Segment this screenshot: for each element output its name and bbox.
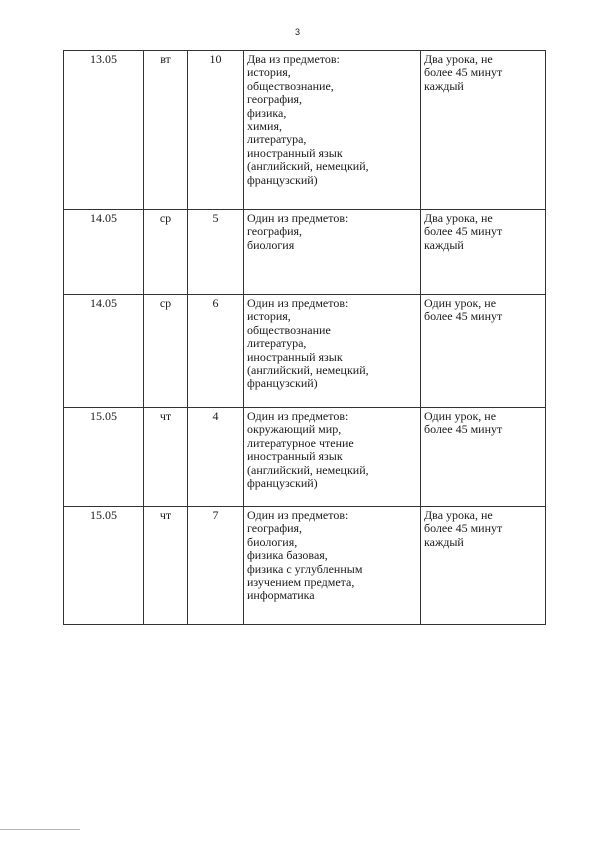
duration-line: Один урок, не bbox=[424, 296, 497, 310]
subjects-cell bbox=[244, 210, 421, 295]
subject-line: география, bbox=[247, 92, 303, 107]
scan-edge-line bbox=[0, 829, 80, 830]
date-cell: 13.05 bbox=[64, 51, 144, 210]
date-cell: 14.05 bbox=[64, 210, 144, 295]
subjects-cell bbox=[244, 51, 421, 210]
weekday-cell: ср bbox=[144, 295, 188, 408]
subject-line: физика с углубленным bbox=[247, 561, 363, 576]
exam-schedule-table bbox=[63, 50, 546, 625]
subject-line: французский) bbox=[247, 476, 318, 491]
subject-line: Два из предметов: bbox=[247, 52, 340, 66]
table-row bbox=[64, 210, 546, 295]
subjects-cell bbox=[244, 295, 421, 408]
duration-line: Один урок, не bbox=[424, 409, 497, 423]
weekday-cell: чт bbox=[144, 507, 188, 625]
subject-line: биология bbox=[247, 237, 295, 252]
subject-line: (английский, немецкий, bbox=[247, 159, 369, 174]
duration-line: каждый bbox=[424, 78, 464, 93]
duration-cell bbox=[421, 507, 546, 625]
date-cell: 15.05 bbox=[64, 507, 144, 625]
grade-cell: 5 bbox=[188, 210, 244, 295]
table-row bbox=[64, 295, 546, 408]
subject-line: география, bbox=[247, 224, 303, 239]
weekday-cell: вт bbox=[144, 51, 188, 210]
duration-line: более 45 минут bbox=[424, 65, 503, 80]
subject-line: иностранный язык bbox=[247, 349, 343, 364]
subject-line: физика, bbox=[247, 105, 287, 120]
duration-cell bbox=[421, 408, 546, 507]
date-cell: 15.05 bbox=[64, 408, 144, 507]
subject-line: биология, bbox=[247, 534, 298, 549]
subject-line: литература, bbox=[247, 132, 307, 147]
page-number: 3 bbox=[294, 27, 300, 37]
table-row bbox=[64, 408, 546, 507]
subject-line: Один из предметов: bbox=[247, 211, 349, 225]
subject-line: Один из предметов: bbox=[247, 508, 349, 522]
subject-line: иностранный язык bbox=[247, 145, 343, 160]
duration-cell bbox=[421, 51, 546, 210]
duration-line: более 45 минут bbox=[424, 224, 503, 239]
subject-line: окружающий мир, bbox=[247, 422, 342, 437]
subject-line: французский) bbox=[247, 172, 318, 187]
subject-line: Один из предметов: bbox=[247, 296, 349, 310]
subject-line: иностранный язык bbox=[247, 449, 343, 464]
subject-line: (английский, немецкий, bbox=[247, 462, 369, 477]
duration-line: каждый bbox=[424, 534, 464, 549]
weekday-cell: ср bbox=[144, 210, 188, 295]
duration-line: Два урока, не bbox=[424, 52, 493, 66]
subject-line: обществознание, bbox=[247, 78, 334, 93]
subject-line: Один из предметов: bbox=[247, 409, 349, 423]
subject-line: литературное чтение bbox=[247, 435, 354, 450]
duration-cell bbox=[421, 295, 546, 408]
date-cell: 14.05 bbox=[64, 295, 144, 408]
subject-line: французский) bbox=[247, 376, 318, 391]
grade-cell: 7 bbox=[188, 507, 244, 625]
duration-line: каждый bbox=[424, 237, 464, 252]
subjects-cell bbox=[244, 507, 421, 625]
grade-cell: 6 bbox=[188, 295, 244, 408]
duration-line: Два урока, не bbox=[424, 211, 493, 225]
table-row bbox=[64, 507, 546, 625]
subject-line: химия, bbox=[247, 119, 282, 134]
duration-line: более 45 минут bbox=[424, 521, 503, 536]
duration-line: Два урока, не bbox=[424, 508, 493, 522]
subjects-cell bbox=[244, 408, 421, 507]
weekday-cell: чт bbox=[144, 408, 188, 507]
grade-cell: 10 bbox=[188, 51, 244, 210]
subject-line: физика базовая, bbox=[247, 548, 328, 563]
subject-line: география, bbox=[247, 521, 303, 536]
subject-line: изучением предмета, bbox=[247, 575, 355, 590]
duration-line: более 45 минут bbox=[424, 422, 503, 437]
subject-line: история, bbox=[247, 309, 291, 324]
duration-line: более 45 минут bbox=[424, 309, 503, 324]
grade-cell: 4 bbox=[188, 408, 244, 507]
subject-line: литература, bbox=[247, 336, 307, 351]
subject-line: история, bbox=[247, 65, 291, 80]
subject-line: информатика bbox=[247, 588, 315, 603]
subject-line: (английский, немецкий, bbox=[247, 363, 369, 378]
duration-cell bbox=[421, 210, 546, 295]
table-row bbox=[64, 51, 546, 210]
subject-line: обществознание bbox=[247, 322, 331, 337]
